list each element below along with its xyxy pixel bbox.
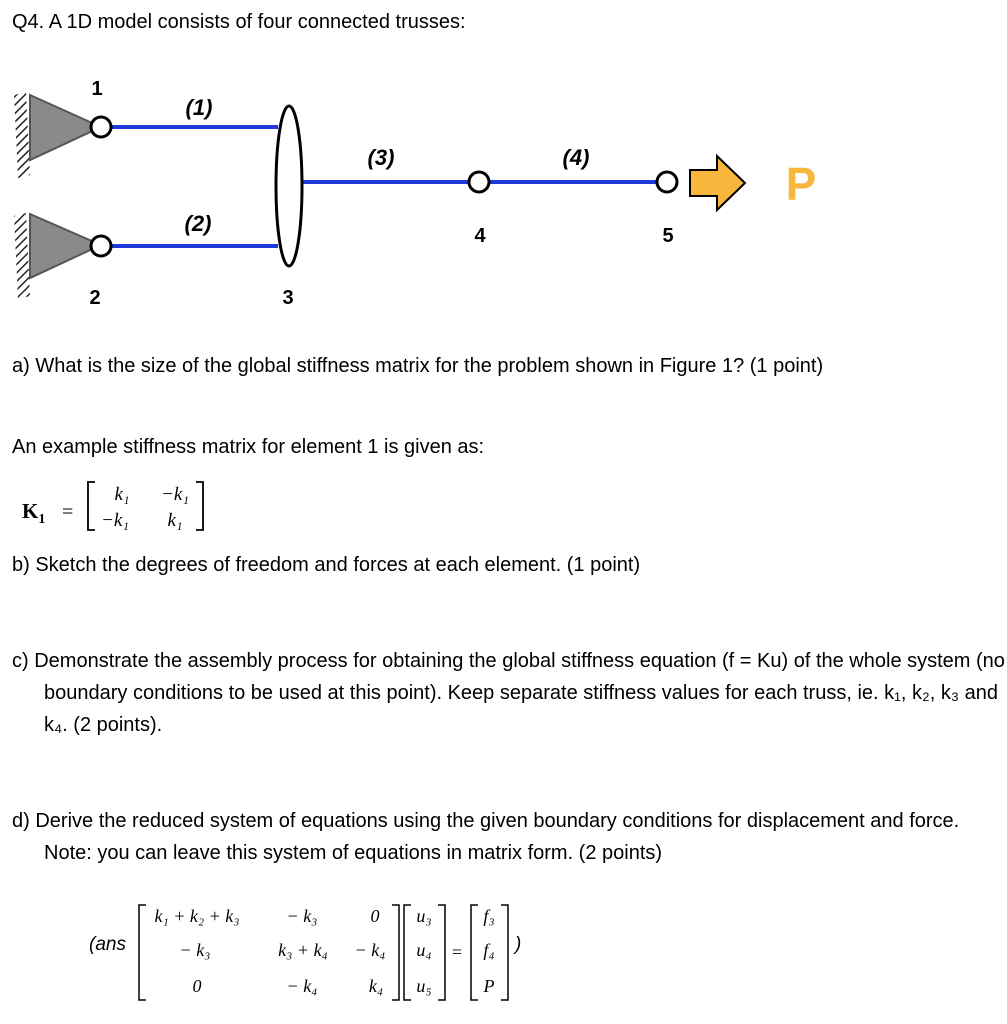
- node-label-2: 2: [89, 287, 101, 309]
- answer-matrix-cell: 0: [192, 976, 202, 996]
- f-vector-left-bracket: [471, 905, 478, 1000]
- part-d-text: d) Derive the reduced system of equations using the given boundary conditions for displacement and force. Note: you can leave this system of equations in matrix form. (2 points): [12, 810, 960, 864]
- u-vector-entry: u₃: [416, 906, 432, 926]
- f-vector-entry: f₄: [483, 940, 495, 960]
- k1-left-bracket: [88, 482, 95, 530]
- answer-matrix-cell: − k₃: [286, 906, 318, 926]
- answer-matrix-cell: − k₄: [286, 976, 318, 996]
- answer-equals: =: [451, 942, 463, 962]
- k1-cell: k₁: [167, 510, 183, 531]
- f-vector-entry: f₃: [483, 906, 495, 926]
- node-5-pin: [657, 172, 677, 192]
- node-1-pin: [91, 117, 111, 137]
- answer-matrix-cell: k₄: [368, 976, 384, 996]
- f-vector-entry: P: [483, 976, 495, 996]
- k1-equals: =: [62, 501, 74, 523]
- element-label-2: (2): [184, 211, 212, 236]
- answer-matrix-cell: 0: [370, 906, 380, 926]
- element-label-3: (3): [367, 145, 395, 170]
- answer-matrix-cell: − k₃: [179, 940, 211, 960]
- node-label-3: 3: [282, 287, 294, 309]
- answer-matrix-cell: k₃ + k₄: [278, 940, 328, 960]
- answer-matrix-cell: k₁ + k₂ + k₃: [154, 906, 240, 926]
- load-arrow-icon: [690, 156, 745, 210]
- f-vector-right-bracket: [501, 905, 508, 1000]
- pin-support-2: [14, 213, 101, 299]
- load-label: P: [785, 158, 817, 210]
- node-label-4: 4: [474, 225, 486, 247]
- k1-cell: −k₁: [101, 510, 129, 531]
- node-4-pin: [469, 172, 489, 192]
- part-a-text: a) What is the size of the global stiffness matrix for the problem shown in Figure 1? (1 point): [12, 355, 824, 377]
- u-vector-entry: u₄: [416, 940, 432, 960]
- answer-matrix-right-bracket: [392, 905, 399, 1000]
- k1-cell: k₁: [114, 484, 130, 505]
- pin-support-1: [14, 92, 101, 178]
- u-vector-left-bracket: [404, 905, 411, 1000]
- u-vector-right-bracket: [438, 905, 445, 1000]
- part-b-text: b) Sketch the degrees of freedom and forces at each element. (1 point): [12, 554, 641, 576]
- part-c-text: c) Demonstrate the assembly process for obtaining the global stiffness equation (f = Ku) of the whole system (no boundary conditions to be used at this point). Keep separate stiffness values for each truss, ie. k₁, k₂, k₃ and k₄. (2 points).: [12, 650, 1005, 736]
- element-label-1: (1): [185, 95, 213, 120]
- question-title: Q4. A 1D model consists of four connected trusses:: [12, 11, 466, 33]
- example-intro: An example stiffness matrix for element 1 is given as:: [12, 436, 485, 458]
- element-label-4: (4): [562, 145, 590, 170]
- k1-matrix-symbol: $K_1$: [22, 499, 46, 527]
- k1-right-bracket: [196, 482, 203, 530]
- answer-matrix-left-bracket: [139, 905, 146, 1000]
- node-label-5: 5: [662, 225, 674, 247]
- truss-figure: [0, 0, 1007, 320]
- answer-suffix: ): [515, 934, 522, 955]
- node-3-joint: [276, 106, 302, 266]
- node-2-pin: [91, 236, 111, 256]
- answer-matrix-cell: − k₄: [354, 940, 386, 960]
- k1-cell: −k₁: [161, 484, 189, 505]
- u-vector-entry: u₅: [416, 976, 432, 996]
- node-label-1: 1: [91, 78, 103, 100]
- answer-prefix: (ans: [89, 934, 126, 955]
